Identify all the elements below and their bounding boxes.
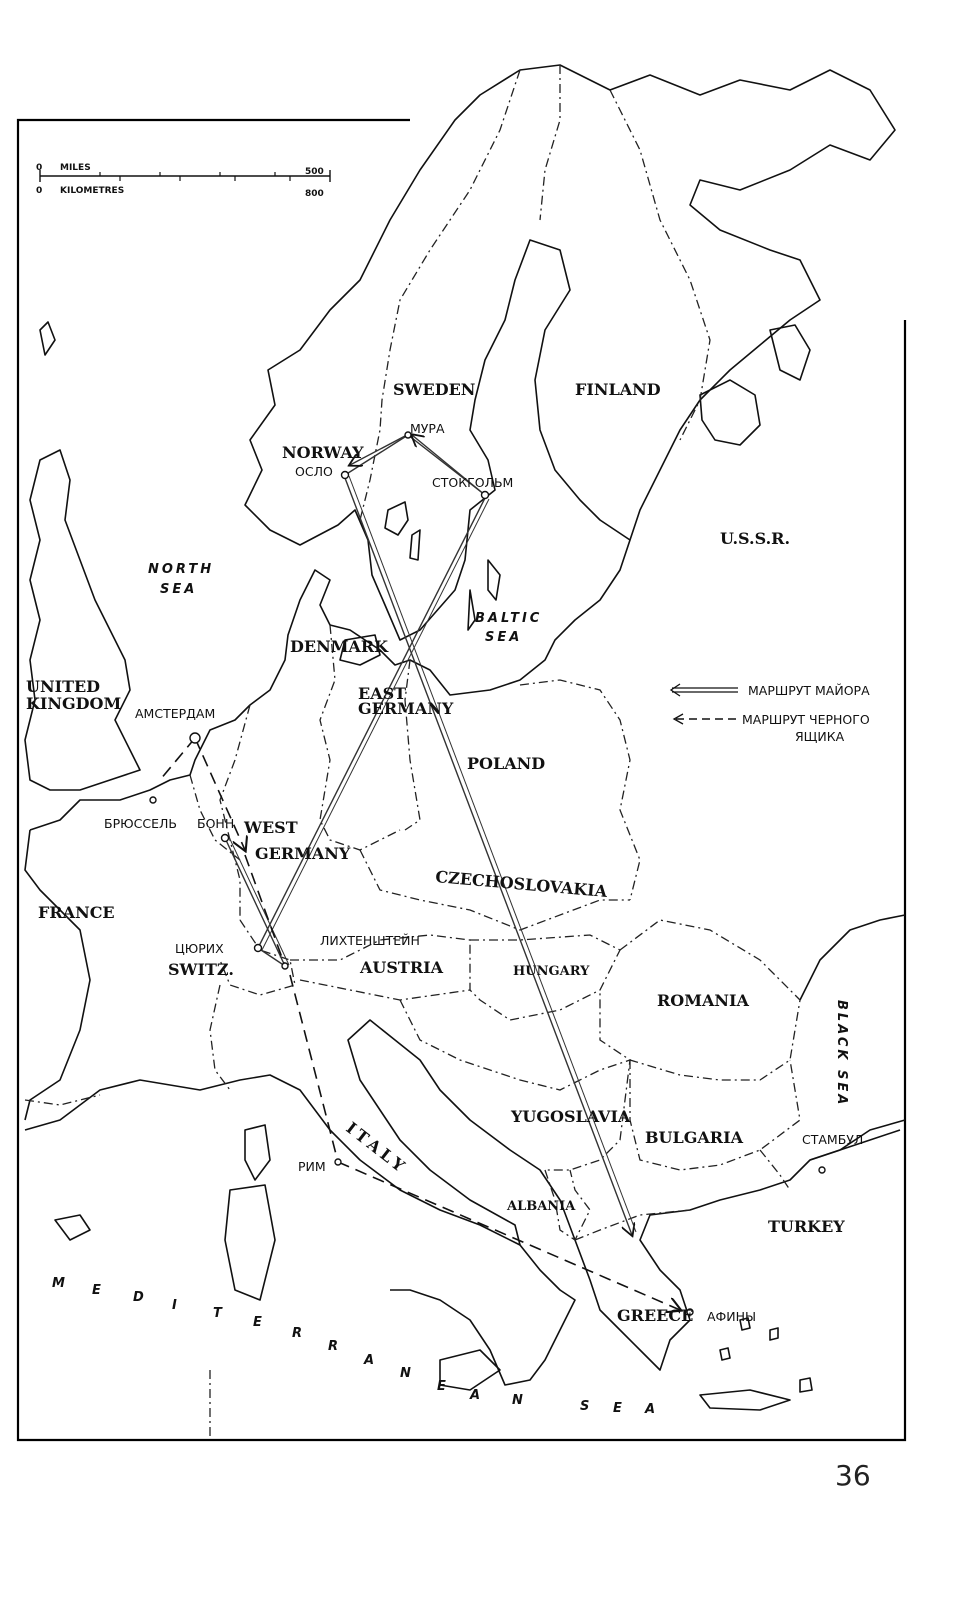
svg-text:S: S [580, 1399, 593, 1414]
city-marker-zurich [255, 945, 262, 952]
continent-coast [30, 540, 630, 830]
label-ussr: U.S.S.R. [720, 529, 791, 548]
border-france-italy [210, 985, 230, 1090]
border-switzerland [220, 920, 295, 995]
med-north-coast [25, 1020, 900, 1370]
scale-zero-km: 0 [36, 186, 43, 196]
svg-text:E: E [253, 1315, 265, 1330]
legend-blackbox-route-sample [674, 714, 736, 724]
border-yugoslavia [400, 1000, 630, 1170]
label-city-liechtenstein: ЛИХТЕНШТЕЙН [320, 933, 420, 948]
city-marker-stockholm [482, 492, 489, 499]
label-baltic-sea-1: BALTIC [475, 611, 543, 626]
label-city-mura: МУРА [410, 421, 445, 436]
label-denmark: DENMARK [290, 637, 389, 656]
label-city-zurich: ЦЮРИХ [175, 941, 224, 956]
island-oland [468, 590, 475, 630]
scale-km-label: KILOMETRES [60, 186, 125, 196]
france-coast [25, 830, 90, 1120]
svg-text:A: A [364, 1353, 378, 1368]
lake-onega [770, 325, 810, 380]
city-marker-brussels [150, 797, 156, 803]
svg-text:D: D [133, 1290, 147, 1305]
blackbox-route [160, 738, 680, 1310]
label-greece: GREECE [617, 1306, 694, 1325]
island-sardinia [225, 1185, 275, 1300]
label-czechoslovakia: CZECHOSLOVAKIA [434, 867, 608, 901]
svg-text:I: I [172, 1298, 180, 1313]
lake-ladoga [700, 380, 760, 445]
svg-text:A: A [470, 1388, 484, 1403]
border-turkey [760, 1150, 790, 1190]
label-city-rome: РИМ [298, 1159, 326, 1174]
label-france: FRANCE [38, 903, 115, 922]
scale-miles-max: 500 [305, 167, 324, 177]
aegean-islands [720, 1318, 812, 1392]
scale-km-max: 800 [305, 189, 324, 199]
svg-text:E: E [613, 1401, 625, 1416]
lake-vanern [385, 502, 408, 535]
label-italy: ITALY [342, 1118, 412, 1178]
label-uk-2: KINGDOM [26, 694, 122, 713]
label-romania: ROMANIA [657, 991, 749, 1010]
city-marker-amsterdam [190, 733, 200, 743]
label-black-sea: BLACK SEA [834, 1000, 849, 1108]
island-gotland [488, 560, 500, 600]
legend [671, 683, 870, 744]
svg-text:R: R [328, 1339, 342, 1354]
svg-text:R: R [292, 1326, 306, 1341]
label-yugoslavia: YUGOSLAVIA [511, 1107, 631, 1126]
label-austria: AUSTRIA [360, 958, 444, 977]
lake-vattern [410, 530, 420, 560]
border-sweden-finland [540, 65, 560, 220]
label-city-stockholm: СТОКГОЛЬМ [432, 475, 514, 490]
label-west-germany-1: WEST [244, 818, 298, 837]
label-uk-1: UNITED [26, 677, 101, 696]
city-marker-liechtenstein [282, 963, 288, 969]
label-turkey: TURKEY [768, 1217, 845, 1236]
svg-text:E: E [92, 1283, 104, 1298]
label-city-oslo: ОСЛО [295, 464, 333, 479]
label-city-amsterdam: АМСТЕРДАМ [135, 706, 216, 721]
italy-south-coast [390, 1245, 575, 1385]
label-city-istanbul: СТАМБУЛ [802, 1132, 864, 1147]
svg-text:A: A [645, 1402, 659, 1417]
border-greece [575, 1210, 690, 1240]
label-east-germany-2: GERMANY [358, 699, 454, 718]
label-finland: FINLAND [575, 380, 661, 399]
legend-major-route-sample [671, 684, 738, 696]
border-bulgaria [630, 1060, 800, 1170]
label-city-bonn: БОНН [197, 816, 235, 831]
label-mediterranean-sea [52, 1276, 658, 1417]
border-ussr-poland [520, 680, 640, 900]
label-city-brussels: БРЮССЕЛЬ [104, 816, 177, 831]
island-corsica [245, 1125, 270, 1180]
uk-coast [25, 450, 140, 790]
scale-miles-label: MILES [60, 163, 91, 173]
label-switzerland: SWITZ. [168, 960, 234, 979]
island-crete [700, 1390, 790, 1410]
svg-text:M: M [52, 1276, 68, 1291]
legend-major-route-label: МАРШРУТ МАЙОРА [748, 683, 870, 698]
black-sea-coast [800, 915, 905, 1000]
map-frame [18, 120, 905, 1440]
label-north-sea-2: SEA [160, 582, 198, 597]
city-marker-rome [335, 1159, 341, 1165]
svg-text:E: E [437, 1379, 449, 1394]
label-norway: NORWAY [282, 443, 364, 462]
label-hungary: HUNGARY [513, 964, 590, 979]
city-marker-istanbul [819, 1167, 825, 1173]
label-east-germany-1: EAST [358, 684, 407, 703]
label-west-germany-2: GERMANY [255, 844, 351, 863]
label-bulgaria: BULGARIA [645, 1128, 743, 1147]
label-baltic-sea-2: SEA [485, 630, 523, 645]
scale-bar [36, 163, 330, 199]
svg-text:N: N [400, 1366, 414, 1381]
svg-text:N: N [512, 1393, 526, 1408]
island-balearic [55, 1215, 90, 1240]
city-marker-oslo [342, 472, 349, 479]
shetland-islands [40, 322, 55, 355]
scandinavia-coast [245, 65, 895, 640]
label-sweden: SWEDEN [393, 380, 476, 399]
legend-blackbox-route-label-2: ЯЩИКА [795, 729, 845, 744]
border-egermany-poland [405, 660, 420, 830]
border-norway-sweden [360, 70, 520, 520]
label-north-sea-1: NORTH [148, 562, 215, 577]
legend-blackbox-route-label-1: МАРШРУТ ЧЕРНОГО [742, 712, 870, 727]
border-wgermany-west [220, 705, 250, 920]
city-marker-bonn [222, 835, 229, 842]
label-albania: ALBANIA [507, 1199, 576, 1214]
island-sicily [440, 1350, 500, 1390]
scale-zero-miles: 0 [36, 163, 43, 173]
label-poland: POLAND [467, 754, 546, 773]
label-city-athens: АФИНЫ [707, 1309, 757, 1324]
page-number: 36 [835, 1459, 871, 1492]
svg-text:T: T [213, 1306, 225, 1321]
